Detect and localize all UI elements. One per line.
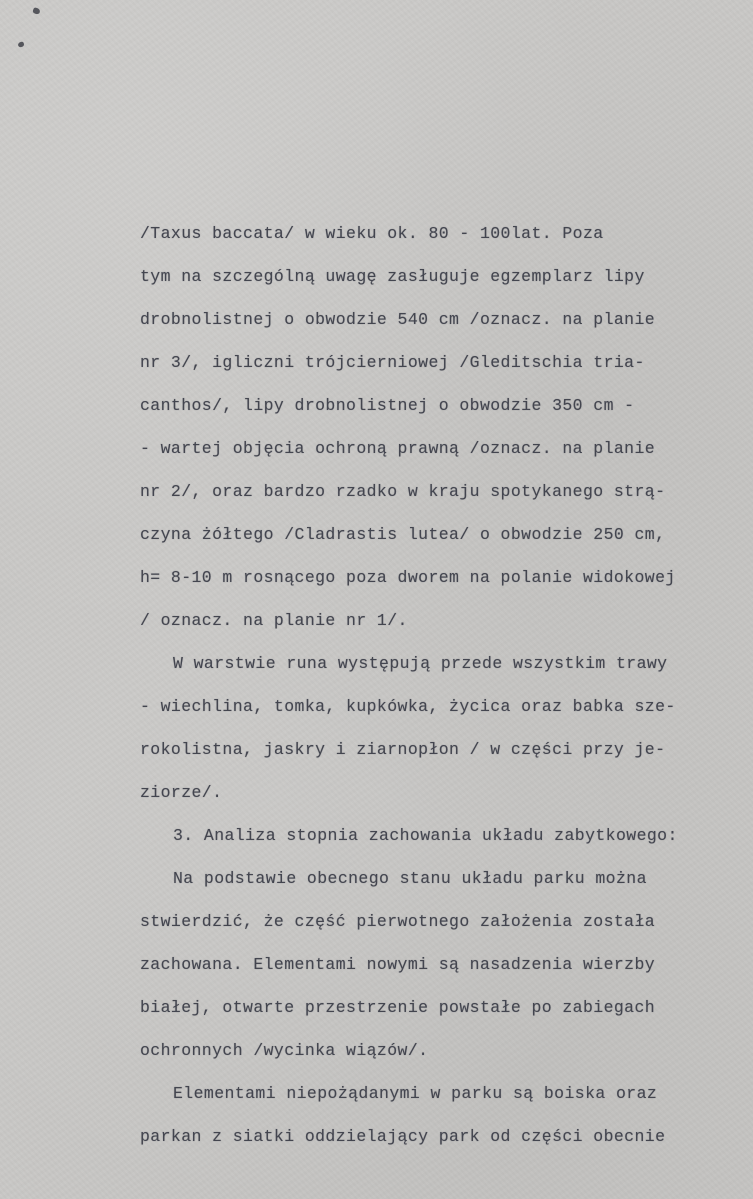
text-line: rokolistna, jaskry i ziarnopłon / w części przy je- <box>140 740 666 759</box>
text-line: canthos/, lipy drobnolistnej o obwodzie 350 cm - <box>140 396 635 415</box>
text-line: Na podstawie obecnego stanu układu parku można <box>173 869 647 888</box>
text-line: ochronnych /wycinka wiązów/. <box>140 1041 429 1060</box>
text-line: drobnolistnej o obwodzie 540 cm /oznacz. na planie <box>140 310 656 329</box>
text-line: zachowana. Elementami nowymi są nasadzenia wierzby <box>140 955 656 974</box>
text-line: 3. Analiza stopnia zachowania układu zabytkowego: <box>173 826 678 845</box>
text-line: - wartej objęcia ochroną prawną /oznacz. na planie <box>140 439 656 458</box>
text-line: / oznacz. na planie nr 1/. <box>140 611 408 630</box>
text-line: tym na szczególną uwagę zasługuje egzemplarz lipy <box>140 267 645 286</box>
text-line: parkan z siatki oddzielający park od części obecnie <box>140 1127 666 1146</box>
text-line: nr 2/, oraz bardzo rzadko w kraju spotykanego strą- <box>140 482 666 501</box>
document-text-block <box>140 212 685 1158</box>
text-line: h= 8-10 m rosnącego poza dworem na polanie widokowej <box>140 568 676 587</box>
text-line: W warstwie runa występują przede wszystkim trawy <box>173 654 668 673</box>
text-line: ziorze/. <box>140 783 223 802</box>
text-line: Elementami niepożądanymi w parku są boiska oraz <box>173 1084 658 1103</box>
text-line: czyna żółtego /Cladrastis lutea/ o obwodzie 250 cm, <box>140 525 666 544</box>
paper-speck <box>17 41 24 47</box>
text-line: stwierdzić, że część pierwotnego założenia została <box>140 912 656 931</box>
text-line: - wiechlina, tomka, kupkówka, życica oraz babka sze- <box>140 697 676 716</box>
text-line: białej, otwarte przestrzenie powstałe po zabiegach <box>140 998 656 1017</box>
text-line: /Taxus baccata/ w wieku ok. 80 - 100lat. Poza <box>140 224 604 243</box>
text-line: nr 3/, igliczni trójcierniowej /Gleditschia tria- <box>140 353 645 372</box>
paper-speck <box>32 7 41 15</box>
